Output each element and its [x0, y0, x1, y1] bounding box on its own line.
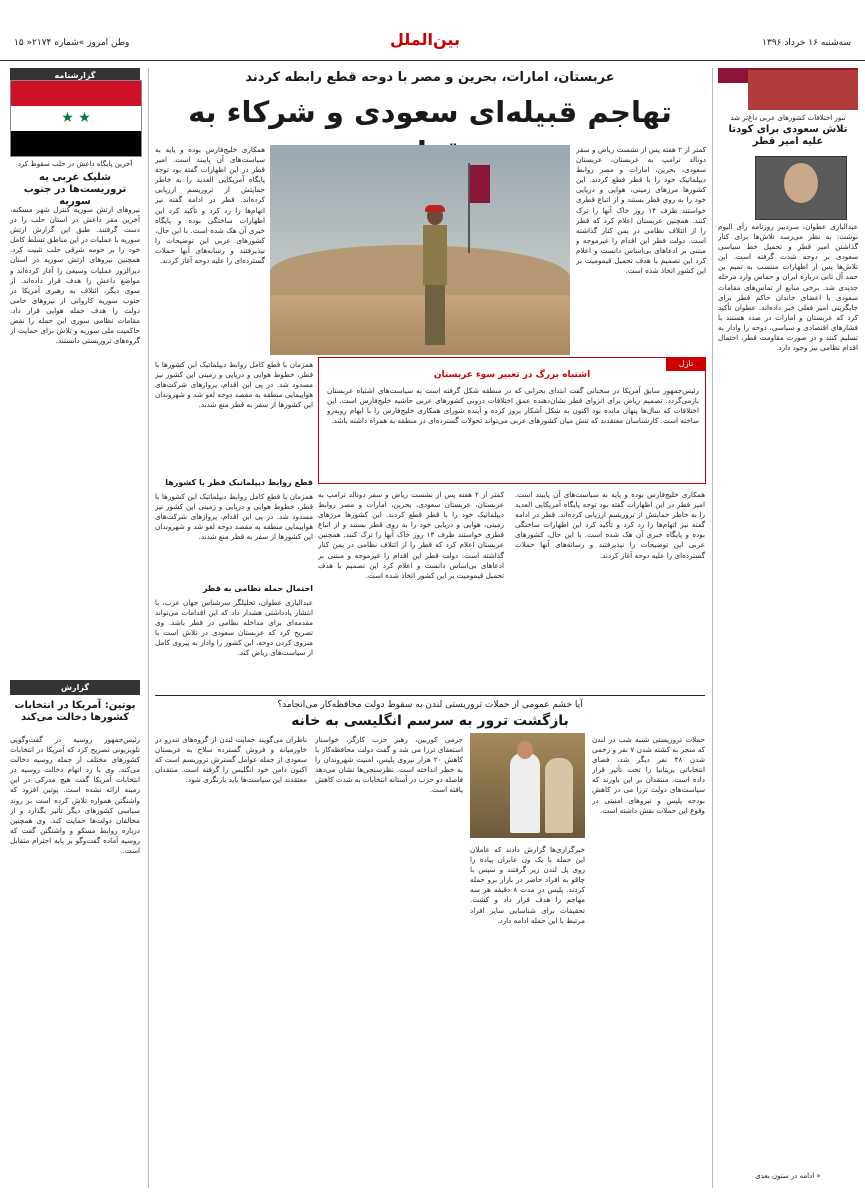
editorial-title: اشتباه بزرگ در تعبیر سوء عربستان	[433, 370, 591, 380]
section-tag-2: گزارش	[10, 680, 140, 695]
main-headline: تهاجم قبیله‌ای سعودی و شرکاء به	[188, 95, 672, 129]
subhead-2: احتمال حمله نظامی به قطر	[202, 584, 313, 593]
figure-1	[510, 753, 540, 833]
center-body-a: کمتر از ۲ هفته پس از نشست ریاض و سفر دونالد ترامپ به عربستان، عربستان سعودی، بحرین، امارات و مصر روابط دیپلماتیک خود را با قطر قطع کردند. این کشورها مرزهای زمینی، هوایی و دریایی خود را به روی قطر بستند و از اتباع قطری خواستند ظرف ۱۴ روز خاک آنها را ترک کنند. همچنین عربستان اعلام کرد که قطر را از ائتلاف نظامی در یمن کنار گذاشته است. دولت قطر این اقدام را غیرموجه و مبتنی بر ادعاهای بی‌اساس دانست و اعلام کرد این تصمیم با هدف تحمیل قیمومیت بر این کشور اتخاذ شده است.	[318, 490, 504, 580]
right-subkicker: تنور اختلافات کشورهای عربی داغ‌تر شد	[730, 114, 846, 122]
main-kicker: عربستان، امارات، بحرین و مصر با دوحه قطع رابطه کردند	[245, 70, 615, 85]
map-banner-image	[748, 70, 858, 110]
face-shape	[784, 163, 818, 203]
main-body-right: کمتر از ۲ هفته پس از نشست ریاض و سفر دونالد ترامپ به عربستان، عربستان سعودی، بحرین، امارات و مصر روابط دیپلماتیک خود را با قطر قطع کردند. این کشورها مرزهای زمینی، هوایی و دریایی خود را به روی قطر بستند و از اتباع قطری خواستند ظرف ۱۴ روز خاک آنها را ترک کنند. همچنین عربستان اعلام کرد که قطر را از ائتلاف نظامی در یمن کنار گذاشته است. دولت قطر این اقدام را غیرموجه و مبتنی بر ادعاهای بی‌اساس دانست و اعلام کرد این تصمیم با هدف تحمیل قیمومیت بر این کشور اتخاذ شده است.	[576, 145, 706, 276]
qatar-flag	[470, 165, 490, 203]
section-tag: گزارشنامه	[10, 68, 140, 83]
continued-body: همزمان با قطع کامل روابط دیپلماتیک این کشورها با قطر، خطوط هوایی و دریایی و زمینی این کشور نیز مسدود شد. در پی این اقدام، پروازهای شرکت‌های هواپیمایی منطقه به مقصد دوحه لغو شد و شهروندان این کشورها از سفر به قطر منع شدند.	[155, 360, 313, 410]
left-headline: شلیک غربی به تروریست‌ها در جنوب سوریه	[23, 172, 127, 207]
soldier-qatar-flag-photo	[270, 145, 570, 355]
soldier-legs	[425, 285, 445, 345]
subhead-1: قطع روابط دیپلماتیک قطر با کشورها	[165, 478, 313, 487]
left-body: نیروهای ارتش سوریه کنترل شهر مسکنه، آخرین مقر داعش در استان حلب را در دست گرفتند. طبق این گزارش ارتش سوریه با عملیات در این مناطق تسلط کامل خود را بر حومه شرقی حلب تثبیت کرد. همچنین نیروهای ارتش سوریه در استان دیرالزور عملیات وسیعی را آغاز کرده‌اند و مواضع داعش را هدف قرار داده‌اند. از سوی دیگر، ائتلاف به رهبری آمریکا در جنوب سوریه کاروانی از نیروهای حامی دولت را هدف حمله هوایی قرار داد. مقامات نظامی سوری این حمله را نقض حاکمیت ملی سوریه و تلاش برای حمایت از گروه‌های تروریستی دانستند.	[10, 205, 140, 346]
red-beret	[425, 205, 445, 212]
section-logo: بین‌الملل	[390, 30, 460, 49]
editorial-tag: نازل	[666, 357, 706, 371]
column-divider	[712, 68, 713, 1188]
bottom-body-4: ناظران می‌گویند حمایت لندن از گروه‌های تندرو در خاورمیانه و فروش گسترده سلاح به عربستان سعودی از جمله عوامل گسترش تروریسم است که اکنون دامن خود انگلیس را گرفته است. منتقدان معتقدند این سیاست‌ها باید بازنگری شود.	[155, 735, 307, 785]
date: سه‌شنبه ۱۶ خرداد ۱۳۹۶	[762, 38, 851, 48]
author-portrait-image	[755, 156, 847, 220]
editorial-box	[318, 357, 706, 484]
editorial-body: رئیس‌جمهور سابق آمریکا در سخنانی گفت ابتدای بحرانی که در منطقه شکل گرفته است به سیاست‌های اشتباه عربستان بازمی‌گردد. تصمیم ریاض برای انزوای قطر نشان‌دهنده عمق اختلافات درونی کشورهای عربی حاشیه خلیج‌فارس است. این اختلافات که سال‌ها پنهان مانده بود اکنون به شکل آشکار بروز کرده و آینده شورای همکاری خلیج‌فارس را با ابهام روبه‌رو ساخته است. کارشناسان معتقدند که تنش میان کشورهای عربی می‌تواند تحولات گسترده‌ای در منطقه به همراه داشته باشد.	[327, 386, 699, 426]
intro-line: آخرین پایگاه داعش در حلب سقوط کرد	[17, 160, 133, 168]
bottom-body-3: جرمی کوربین، رهبر حزب کارگر، خواستار استعفای ترزا می شد و گفت دولت محافظه‌کار با کاهش ۲۰ هزار نیروی پلیس، امنیت شهروندان را به خطر انداخته است. نظرسنجی‌ها نشان می‌دهد فاصله دو حزب در آستانه انتخابات به شدت کاهش یافته است.	[315, 735, 463, 795]
center-body-b: همکاری خلیج‌فارس بوده و پایه به سیاست‌های آن پایبند است. امیر قطر در این اظهارات گفته بود توجه پایگاه آمریکایی العدید را به خاطر حمایتش از تروریسم ارزیابی کرده‌اند. قطر در ادامه گفته نیز اتهام‌ها را رد کرد و تأکید کرد این اظهارات ساختگی بوده و پایگاه خبری آن هک شده است. با این حال، کشورهای عربی این توضیحات را نپذیرفتند و رسانه‌های آنها حملات گسترده‌ای را علیه دوحه آغاز کردند.	[515, 490, 705, 560]
soldier-body	[423, 225, 447, 285]
main-body-left: همکاری خلیج‌فارس بوده و پایه به سیاست‌های آن پایبند است. امیر قطر در این اظهارات گفته بود توجه پایگاه آمریکایی العدید را به خاطر حمایتش از تروریسم ارزیابی کرده‌اند. قطر در ادامه گفته نیز اتهام‌ها را رد کرد و تأکید کرد این اظهارات ساختگی بوده و پایگاه خبری آن هک شده است. با این حال، کشورهای عربی این توضیحات را نپذیرفتند و رسانه‌های آنها حملات گسترده‌ای را علیه دوحه آغاز کردند.	[155, 145, 265, 266]
continue-note: « ادامه در ستون بعدی	[755, 1172, 821, 1180]
right-headline: تلاش سعودی برای کودتا علیه امیر قطر	[728, 124, 848, 147]
soldier-figure	[415, 205, 455, 350]
figure-2	[545, 758, 573, 833]
subhead-1-body: همزمان با قطع کامل روابط دیپلماتیک این کشورها با قطر، خطوط هوایی و دریایی و زمینی این کشور نیز مسدود شد. در پی این اقدام، پروازهای شرکت‌های هواپیمایی منطقه به مقصد دوحه لغو شد و شهروندان این کشورها از سفر به قطر منع شدند.	[155, 492, 313, 542]
putin-headline: پوتین: آمریکا در انتخابات کشورها دخالت می‌کند	[14, 700, 136, 723]
issue-info: وطن امروز »شماره ۲۱۷۴« ۱۵	[14, 38, 130, 48]
right-body: عبدالباری عطوان، سردبیر روزنامه رأی الیوم نوشت: به نظر می‌رسد تلاش‌ها برای کنار گذاشتن امیر قطر و تحمیل خط سیاسی سعودی بر دوحه شدت گرفته است. این تلاش‌ها پس از اظهارات منتسب به تمیم بن حمد آل ثانی درباره ایران و حماس وارد مرحله جدیدی شد. برخی منابع از تماس‌های مقامات سعودی با اعضای خاندان حاکم قطر برای جایگزینی امیر فعلی خبر داده‌اند. عطوان تأکید کرد که عربستان و امارات در صدد هستند با فشارهای اقتصادی و سیاسی، دوحه را وادار به تسلیم کنند و در صورت مقاومت قطر، احتمال اقدام نظامی نیز وجود دارد.	[718, 222, 858, 353]
putin-body: رئیس‌جمهور روسیه در گفت‌وگویی تلویزیونی تصریح کرد که آمریکا در انتخابات کشورهای مختلف از جمله روسیه دخالت می‌کند. وی با رد اتهام دخالت روسیه در انتخابات آمریکا گفت هیچ مدرکی در این زمینه ارائه نشده است. پوتین افزود که واشنگتن همواره تلاش کرده است بر روند سیاسی کشورهای دیگر تأثیر بگذارد و از مخالفان دولت‌ها حمایت کند. وی همچنین درباره روابط مسکو و واشنگتن گفت که روسیه آماده گفت‌وگو بر پایه احترام متقابل است.	[10, 735, 140, 856]
subhead-2-body: عبدالباری عطوان، تحلیلگر سرشناس جهان عرب، با انتشار یادداشتی هشدار داد که این اقدامات می‌تواند مقدمه‌ای برای مداخله نظامی در قطر باشد. وی تصریح کرد که عربستان سعودی در تلاش است با منزوی کردن دوحه، این کشور را وادار به پیروی کامل از سیاست‌های ریاض کند.	[155, 598, 313, 658]
masthead	[0, 0, 865, 61]
section-rule	[155, 695, 705, 696]
syria-flag-image: ★ ★	[10, 80, 142, 157]
theresa-may-photo	[470, 733, 585, 838]
bottom-kicker: آیا خشم عمومی از حملات تروریستی لندن به سقوط دولت محافظه‌کار می‌انجامد؟	[277, 700, 583, 710]
bottom-headline: بازگشت ترور به سرسم انگلیسی به خانه	[291, 713, 569, 729]
figure-head	[517, 741, 533, 759]
bottom-body-1: حملات تروریستی شنبه شب در لندن که منجر به کشته شدن ۷ نفر و زخمی شدن ۴۸ نفر دیگر شد، فضای انتخاباتی بریتانیا را تحت تأثیر قرار داده است. منتقدان بر این باورند که سیاست‌های دولت ترزا می در کاهش بودجه پلیس و نیروهای امنیتی در وقوع این حملات نقش داشته است.	[592, 735, 705, 815]
bottom-body-2: خبرگزاری‌ها گزارش دادند که عاملان این حمله با یک ون عابران پیاده را روی پل لندن زیر گرفتند و سپس با چاقو به افراد حاضر در بازار برو حمله کردند. پلیس در مدت ۸ دقیقه هر سه مهاجم را هدف قرار داد و کشت. تحقیقات برای شناسایی سایر افراد مرتبط با این حمله ادامه دارد.	[470, 845, 585, 925]
column-divider	[148, 68, 149, 1188]
